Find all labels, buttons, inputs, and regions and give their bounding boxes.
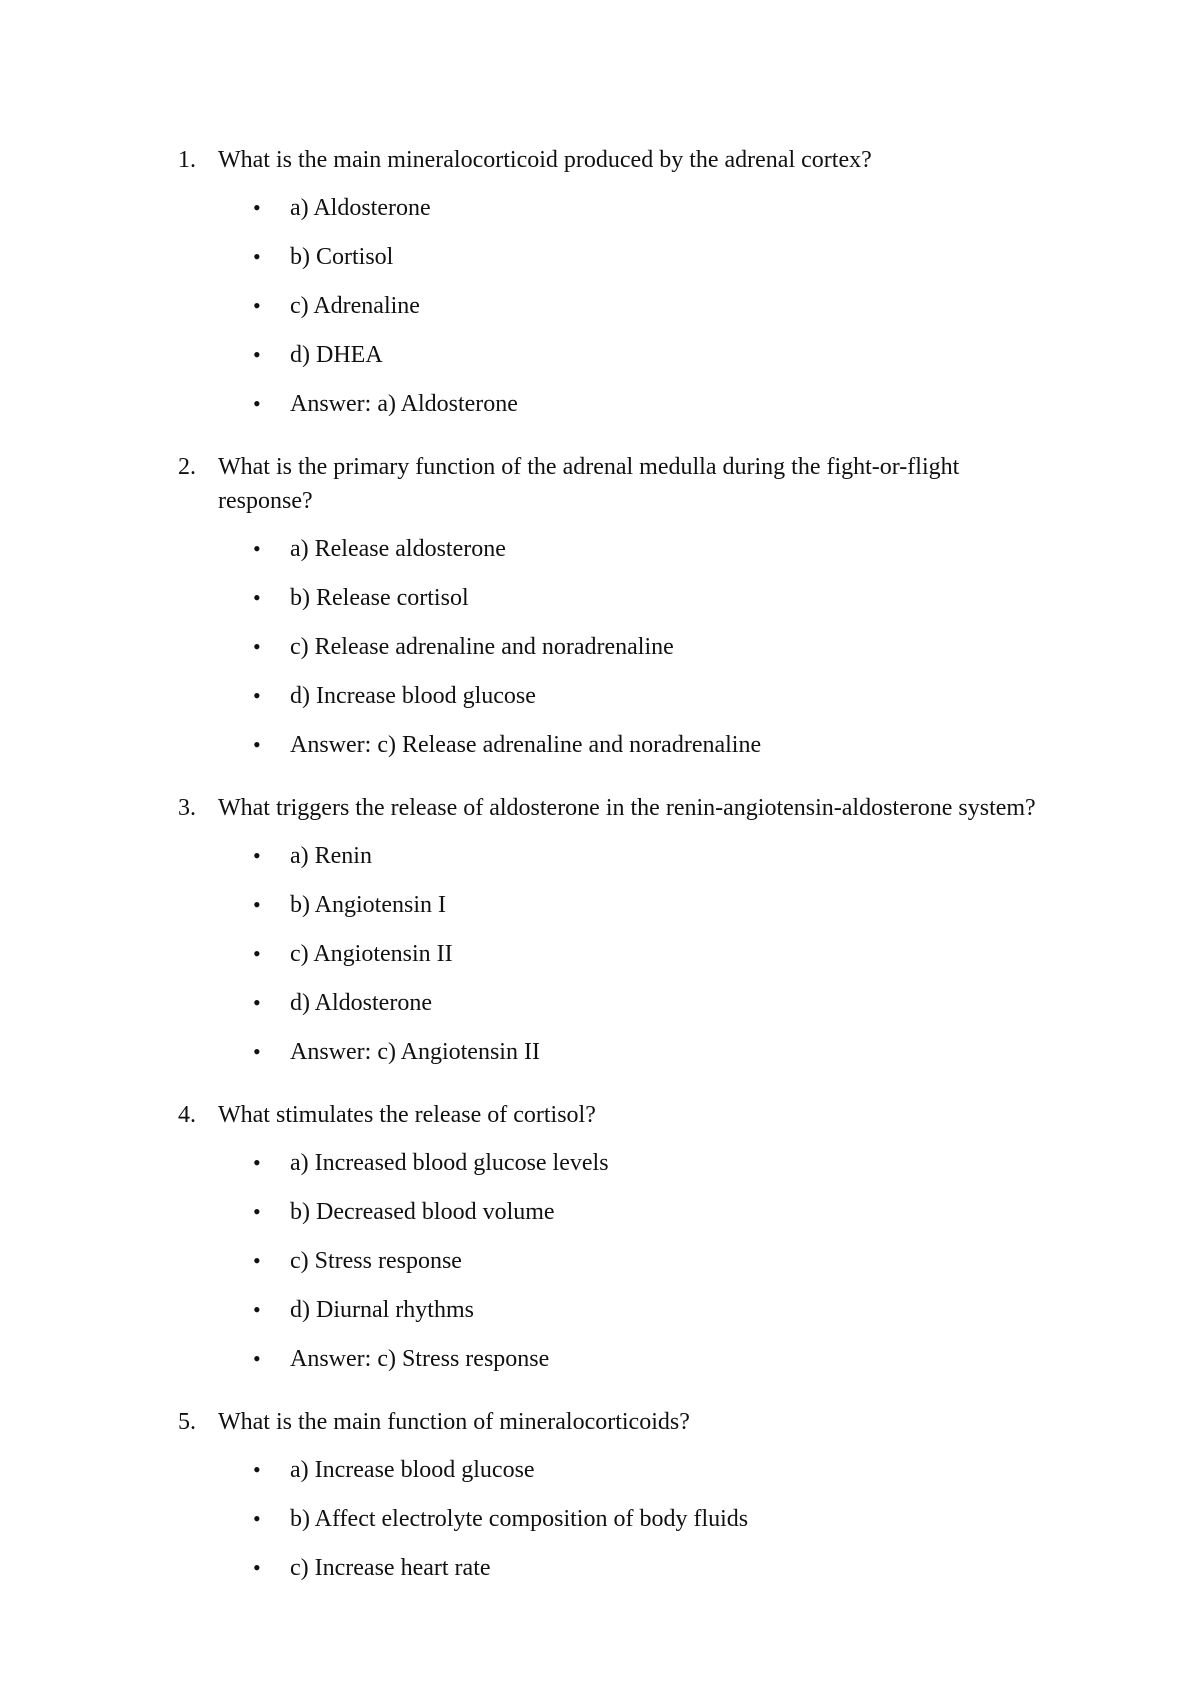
bullet-icon: •	[253, 585, 261, 610]
option-text: b) Decreased blood volume	[290, 1199, 555, 1225]
option-list	[0, 1453, 1200, 1600]
question-2	[0, 450, 1200, 777]
bullet-icon: •	[253, 683, 261, 708]
bullet-icon: •	[253, 1346, 261, 1371]
bullet-icon: •	[253, 391, 261, 416]
option-text: b) Affect electrolyte composition of body fluids	[290, 1506, 749, 1532]
option-item	[0, 1551, 1200, 1600]
option-text: d) Increase blood glucose	[290, 683, 536, 709]
option-text: d) Diurnal rhythms	[290, 1297, 474, 1323]
question-1	[0, 143, 1200, 436]
bullet-icon: •	[253, 843, 261, 868]
answer-text: Answer: a) Aldosterone	[290, 391, 518, 417]
bullet-icon: •	[253, 195, 261, 220]
option-text: c) Adrenaline	[290, 293, 420, 319]
option-item	[0, 1244, 1200, 1293]
question-text: What triggers the release of aldosterone in the renin-angiotensin-aldosterone system?	[218, 795, 1036, 821]
question-3	[0, 791, 1200, 1084]
bullet-icon: •	[253, 1457, 261, 1482]
option-item	[0, 191, 1200, 240]
option-list	[0, 191, 1200, 436]
answer-item	[0, 1035, 1200, 1084]
option-item	[0, 240, 1200, 289]
option-item	[0, 338, 1200, 387]
bullet-icon: •	[253, 1506, 261, 1531]
option-item	[0, 1502, 1200, 1551]
question-4	[0, 1098, 1200, 1391]
question-number: 5.	[178, 1409, 196, 1435]
question-number: 3.	[178, 795, 196, 821]
option-text: c) Increase heart rate	[290, 1555, 491, 1581]
answer-text: Answer: c) Angiotensin II	[290, 1039, 540, 1065]
option-text: c) Release adrenaline and noradrenaline	[290, 634, 674, 660]
option-text: a) Release aldosterone	[290, 536, 506, 562]
option-text: b) Angiotensin I	[290, 892, 446, 918]
bullet-icon: •	[253, 1248, 261, 1273]
bullet-icon: •	[253, 342, 261, 367]
option-item	[0, 679, 1200, 728]
option-text: b) Release cortisol	[290, 585, 469, 611]
option-item	[0, 1453, 1200, 1502]
bullet-icon: •	[253, 732, 261, 757]
option-item	[0, 1293, 1200, 1342]
bullet-icon: •	[253, 892, 261, 917]
option-item	[0, 630, 1200, 679]
bullet-icon: •	[253, 1199, 261, 1224]
option-item	[0, 1146, 1200, 1195]
answer-item	[0, 387, 1200, 436]
option-item	[0, 532, 1200, 581]
bullet-icon: •	[253, 293, 261, 318]
option-text: b) Cortisol	[290, 244, 394, 270]
option-item	[0, 888, 1200, 937]
option-list	[0, 839, 1200, 1084]
option-text: a) Aldosterone	[290, 195, 431, 221]
option-text: a) Increased blood glucose levels	[290, 1150, 609, 1176]
question-number: 2.	[178, 454, 196, 480]
answer-item	[0, 1342, 1200, 1391]
option-item	[0, 1195, 1200, 1244]
option-item	[0, 937, 1200, 986]
bullet-icon: •	[253, 1150, 261, 1175]
option-list	[0, 1146, 1200, 1391]
option-text: c) Stress response	[290, 1248, 462, 1274]
question-text: What is the main function of mineralocorticoids?	[218, 1409, 690, 1435]
bullet-icon: •	[253, 1297, 261, 1322]
option-text: d) DHEA	[290, 342, 383, 368]
option-item	[0, 581, 1200, 630]
option-text: d) Aldosterone	[290, 990, 432, 1016]
question-text: What stimulates the release of cortisol?	[218, 1102, 596, 1128]
question-text: What is the main mineralocorticoid produced by the adrenal cortex?	[218, 147, 872, 173]
bullet-icon: •	[253, 990, 261, 1015]
answer-item	[0, 728, 1200, 777]
option-text: a) Renin	[290, 843, 372, 869]
question-text: What is the primary function of the adrenal medulla during the fight-or-flight response?	[218, 454, 960, 514]
option-text: c) Angiotensin II	[290, 941, 453, 967]
bullet-icon: •	[253, 244, 261, 269]
bullet-icon: •	[253, 1039, 261, 1064]
bullet-icon: •	[253, 634, 261, 659]
question-number: 4.	[178, 1102, 196, 1128]
option-item	[0, 986, 1200, 1035]
answer-text: Answer: c) Release adrenaline and noradrenaline	[290, 732, 762, 758]
option-text: a) Increase blood glucose	[290, 1457, 535, 1483]
question-list	[0, 143, 1200, 1614]
question-number: 1.	[178, 147, 196, 173]
bullet-icon: •	[253, 941, 261, 966]
question-5	[0, 1405, 1200, 1600]
answer-text: Answer: c) Stress response	[290, 1346, 550, 1372]
option-item	[0, 839, 1200, 888]
bullet-icon: •	[253, 1555, 261, 1580]
option-item	[0, 289, 1200, 338]
option-list	[0, 532, 1200, 777]
bullet-icon: •	[253, 536, 261, 561]
